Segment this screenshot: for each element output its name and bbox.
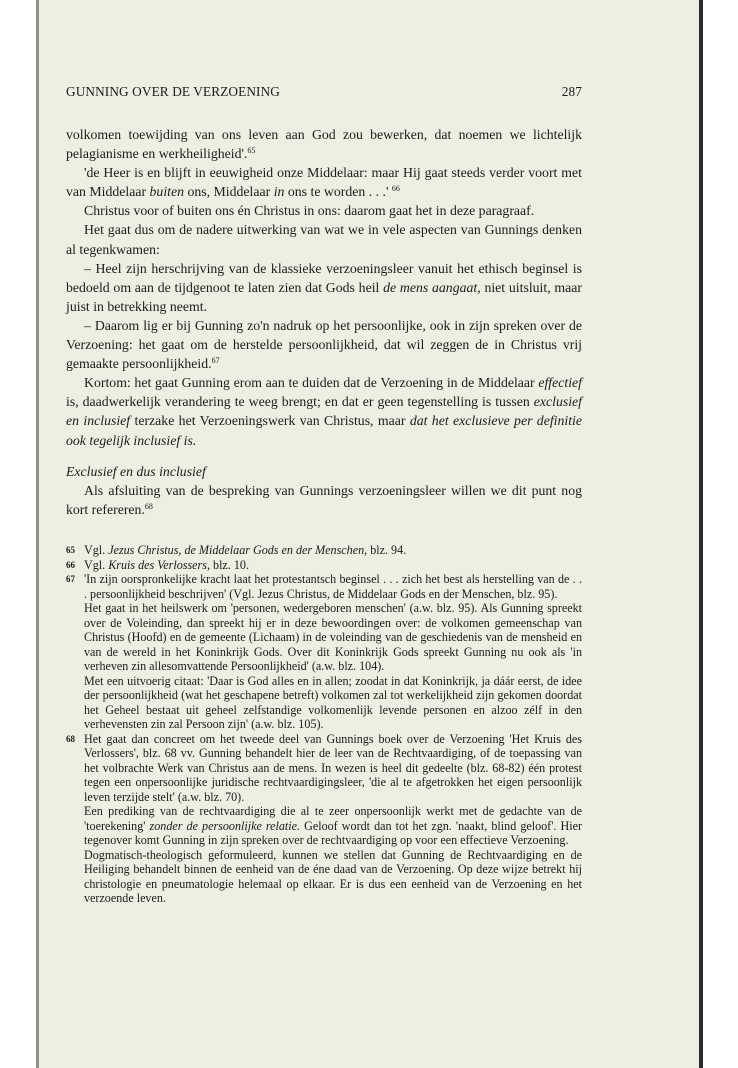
footnote-ref: 67 (211, 356, 220, 366)
footnote-body (84, 732, 582, 906)
italic-span: zonder de persoonlijke relatie. (149, 818, 301, 833)
text-span: Met een uitvoerig citaat: 'Daar is God alles en in allen; zoodat in dat Koninkrijk, ja dáár eerst, de idee der persoonlijkheid (wat het geschapene betreft) volkomen zal tot werkelijkheid zijn gekomen doordat het Geheel bestaat uit geheel zelfstandige volkomenlijk levende personen en alzoo zélf in den verhevensten zin zal Persoon zijn' (a.w. blz. 105). (84, 673, 582, 731)
footnote-paragraph (84, 543, 582, 558)
footnote (66, 732, 582, 906)
footnote-ref: 66 (391, 184, 400, 194)
italic-span: buiten (149, 184, 185, 200)
footnote-body (84, 572, 582, 732)
text-span: terzake het Verzoeningswerk van Christus, maar (130, 413, 410, 429)
footnote-number: 66 (66, 559, 75, 570)
text-span: 'de Heer is en blijft in eeuwigheid onze Middelaar: maar Hij gaat steeds verder voort met van Middelaar (66, 165, 582, 200)
footnote-number: 68 (66, 733, 75, 744)
body-paragraph (66, 316, 582, 373)
text-span: volkomen toewijding van ons leven aan God zou bewerken, dat noemen we lichtelijk pelagianisme en werkheiligheid'. (66, 127, 582, 162)
page-edge-left (36, 0, 39, 1068)
footnote-paragraph (84, 601, 582, 674)
body-paragraph (66, 163, 582, 201)
footnote-number: 67 (66, 574, 75, 584)
footnote-ref: 68 (144, 501, 153, 511)
footnotes (66, 543, 582, 906)
footnote-body (84, 558, 582, 573)
footnote-paragraph (84, 732, 582, 805)
text-span: Het gaat in het heilswerk om 'personen, wedergeboren menschen' (a.w. blz. 95). Als Gunning spreekt over de Voleinding, dan spreekt hij er in deze bewoordingen over: de volkomen gemeenschap van Christus (Hoofd) en de gemeente (Lichaam) in de voleinding van de geschiedenis van de mensheid en van de wereld in het Koninkrijk Gods. Over dit Koninkrijk Gods spreekt Gunning nu ook als 'in verheven zin allesomvattende Persoonlijkheid' (a.w. blz. 104). (84, 601, 582, 673)
text-span: Het gaat dus om de nadere uitwerking van wat we in vele aspecten van Gunnings denken al tegenkwamen: (66, 222, 582, 257)
text-span: Als afsluiting van de bespreking van Gunnings verzoeningsleer willen we dit punt nog kort refereren. (66, 482, 582, 517)
footnote-body (84, 543, 582, 558)
italic-span: exclusief en inclusief (66, 394, 582, 429)
italic-span: effectief (538, 375, 582, 391)
text-span: Vgl. (84, 543, 109, 557)
text-span: niet uitsluit, maar juist in betrekking neemt. (66, 279, 582, 314)
text-span: Geloof wordt dan tot het zgn. 'naakt, blind geloof'. Hier tegenover komt Gunning in zijn spreken over de rechtvaardiging op voor een effectieve Verzoening. (84, 818, 582, 847)
body-paragraph (66, 201, 582, 220)
footnote-number: 65 (66, 545, 75, 555)
body-paragraph (66, 125, 582, 163)
italic-span: Jezus Christus, de Middelaar Gods en der Menschen, (108, 543, 368, 557)
italic-span: Kruis des Verlossers, (108, 557, 210, 572)
italic-span: in (273, 184, 285, 200)
body-paragraph (66, 373, 582, 449)
footnote (66, 558, 582, 573)
running-title: GUNNING OVER DE VERZOENING (66, 84, 280, 99)
text-span: blz. 94. (367, 543, 407, 557)
footnote-paragraph (84, 572, 582, 601)
body-paragraph (66, 259, 582, 316)
text-span: 'In zijn oorspronkelijke kracht laat het protestantsch beginsel . . . zich het best als herstelling van de . . . persoonlijkheid beschrijven' (Vgl. Jezus Christus, de Middelaar Gods en der Menschen, blz. 95). (84, 572, 582, 601)
text-span: Christus voor of buiten ons én Christus in ons: daarom gaat het in deze paragraaf. (84, 203, 535, 219)
text-span: blz. 10. (210, 557, 249, 572)
footnote-paragraph (84, 848, 582, 906)
text-span: Vgl. (84, 557, 109, 572)
body-paragraphs (66, 125, 582, 450)
italic-span: de mens aangaat, (383, 279, 481, 295)
text-span: Dogmatisch-theologisch geformuleerd, kunnen we stellen dat Gunning de Rechtvaardiging en de Heiliging behandelt binnen de eenheid van de éne daad van de Verzoening. Op deze wijze betrekt hij christologie en pneumatologie helemaal op elkaar. Er is dus een eenheid van de Verzoening en het verzoende leven. (84, 847, 582, 905)
footnote-paragraph (84, 804, 582, 848)
text-span: Een prediking van de rechtvaardiging die al te zeer onpersoonlijk werkt met de gedachte van de 'toerekening' (84, 804, 582, 833)
italic-span: dat het exclusieve per definitie ook tegelijk inclusief is. (66, 413, 583, 448)
footnote (66, 543, 582, 558)
footnote-paragraph (84, 558, 582, 573)
text-span: – Daarom lig er bij Gunning zo'n nadruk op het persoonlijke, ook in zijn spreken over de Verzoening: het gaat om de herstelde persoonlijkheid, dat wil zeggen de in Christus vrij gemaakte persoonlijkheid. (66, 317, 582, 372)
subsection-paragraph (66, 481, 582, 519)
text-span: Het gaat dan concreet om het tweede deel van Gunnings boek over de Verzoening 'Het Kruis des Verlossers', blz. 68 vv. Gunning behandelt hier de leer van de Rechtvaardiging, of de toepassing van het volbrachte Werk van Christus aan de mens. In wezen is heel dit gedeelte (blz. 68-82) één protest tegen een onpersoonlijke juridische rechtvaardigingsleer, 'die al te afgetrokken het eigen persoonlijk leven terzijde stelt' (a.w. blz. 70). (84, 731, 582, 804)
text-span: ons, Middelaar (184, 184, 274, 200)
footnote-paragraph (84, 674, 582, 732)
page-edge-right (699, 0, 703, 1068)
main-text (66, 125, 582, 519)
running-head (66, 84, 582, 100)
text-span: – Heel zijn herschrijving van de klassieke verzoeningsleer vanuit het ethisch beginsel is bedoeld om aan de tijdgenoot te laten zien dat Gods heil (66, 260, 582, 295)
footnote (66, 572, 582, 732)
subsection-title: Exclusief en dus inclusief (66, 463, 206, 479)
page-number: 287 (561, 84, 582, 99)
body-paragraph (66, 220, 582, 258)
footnote-ref: 65 (247, 146, 256, 156)
text-span: is, daadwerkelijk verandering te weeg brengt; en dat er geen tegenstelling is tussen (66, 394, 534, 410)
text-span: Kortom: het gaat Gunning erom aan te duiden dat de Verzoening in de Middelaar (84, 375, 539, 391)
text-span: ons te worden . . .' (284, 184, 392, 200)
